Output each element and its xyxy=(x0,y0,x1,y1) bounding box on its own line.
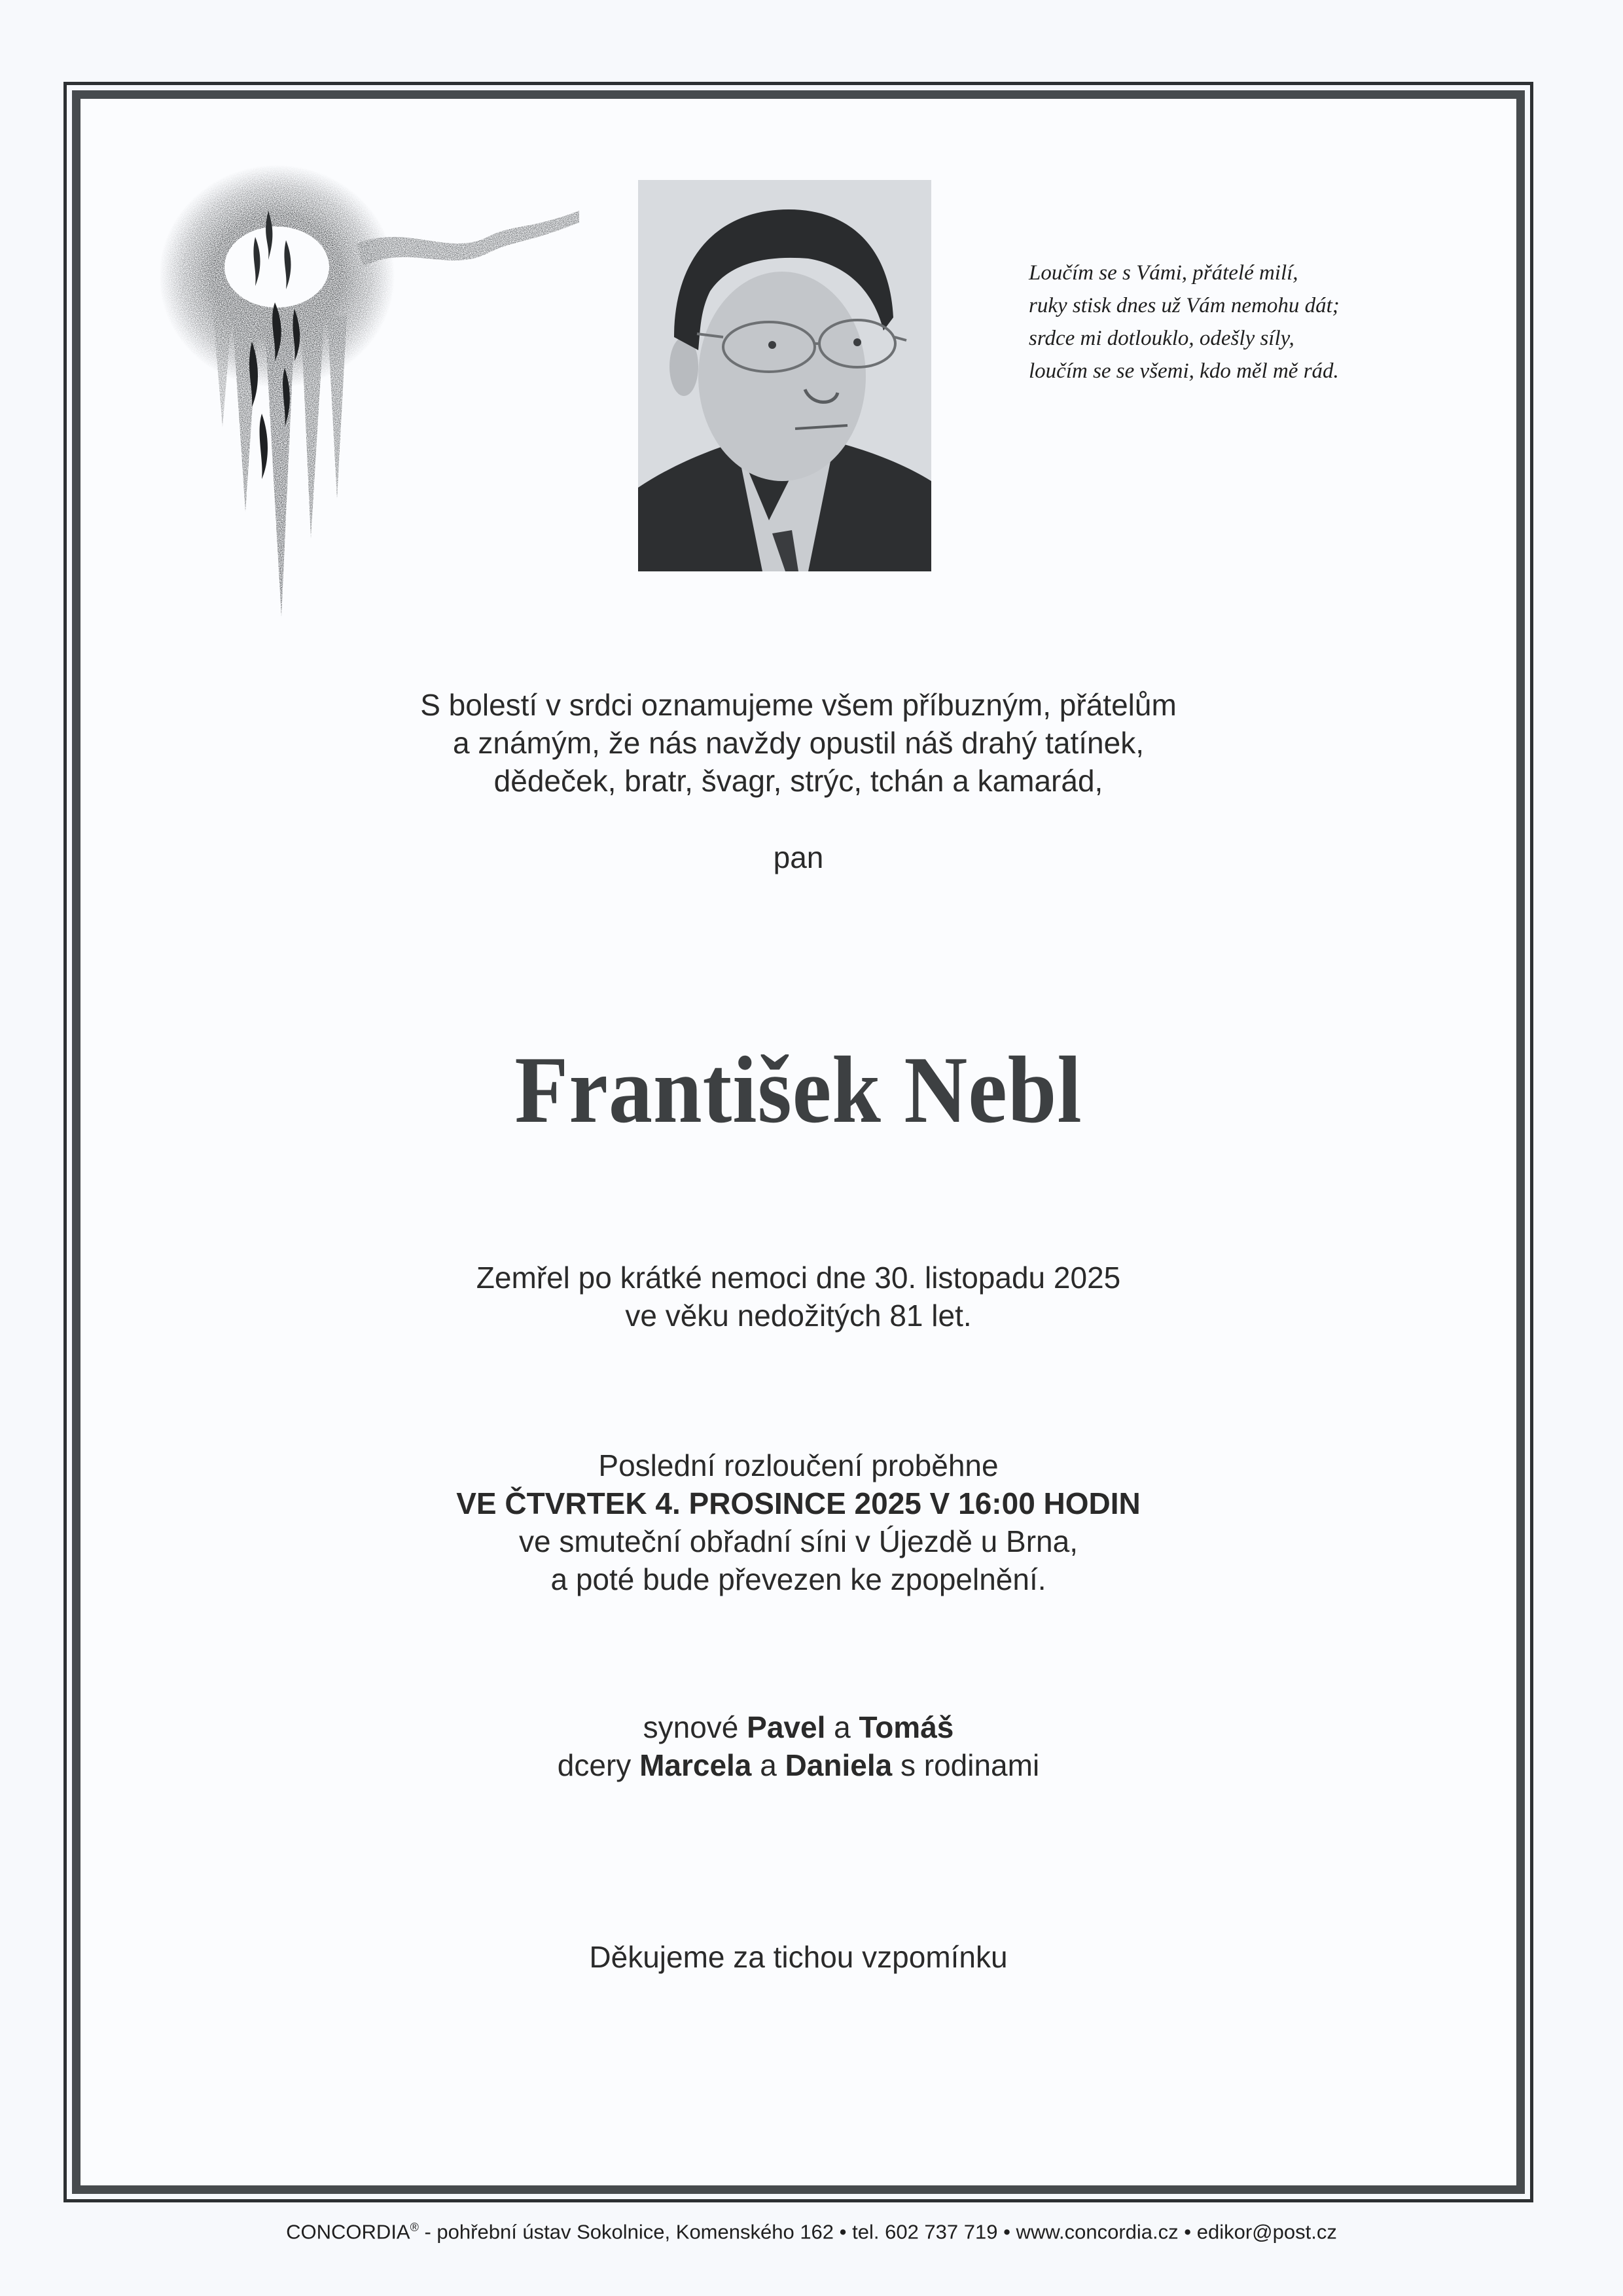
poem-line: ruky stisk dnes už Vám nemohu dát; xyxy=(1029,294,1340,317)
farewell-datetime: VE ČTVRTEK 4. PROSINCE 2025 V 16:00 HODIN xyxy=(456,1486,1141,1520)
mourners-conj: a xyxy=(760,1748,777,1782)
mourners-conj: a xyxy=(834,1710,851,1744)
poem-line: loučím se se všemi, kdo měl mě rád. xyxy=(1029,359,1339,383)
farewell-after: a poté bude převezen ke zpopelnění. xyxy=(550,1562,1046,1596)
announcement-line: a známým, že nás navždy opustil náš drahý tatínek, xyxy=(453,726,1144,760)
mourner-name: Marcela xyxy=(639,1748,752,1782)
death-info-line: Zemřel po krátké nemoci dne 30. listopadu 2025 xyxy=(476,1261,1121,1295)
footer-brand: CONCORDIA xyxy=(286,2220,410,2244)
mourner-name: Daniela xyxy=(785,1748,893,1782)
registered-mark: ® xyxy=(410,2221,419,2234)
death-info xyxy=(72,1259,1525,1335)
farewell-info xyxy=(72,1446,1525,1598)
footer-contact: - pohřební ústav Sokolnice, Komenského 162 • tel. 602 737 719 • www.concordia.cz • edikor@post.cz xyxy=(418,2220,1337,2244)
closing-thanks: Děkujeme za tichou vzpomínku xyxy=(589,1940,1008,1974)
announcement-text xyxy=(72,686,1525,800)
farewell-place: ve smuteční obřadní síni v Újezdě u Brna, xyxy=(519,1524,1078,1558)
announcement-line: S bolestí v srdci oznamujeme všem příbuzným, přátelům xyxy=(420,688,1177,722)
poem-line: srdce mi dotlouklo, odešly síly, xyxy=(1029,327,1294,350)
poem-verse xyxy=(1029,257,1461,387)
mourners-suffix: s rodinami xyxy=(900,1748,1040,1782)
portrait-photo xyxy=(638,180,931,571)
poem-line: Loučím se s Vámi, přátelé milí, xyxy=(1029,261,1298,285)
mourners-prefix: synové xyxy=(643,1710,739,1744)
mourner-name: Tomáš xyxy=(859,1710,954,1744)
mourners-sons xyxy=(72,1708,1525,1746)
mourners-prefix: dcery xyxy=(557,1748,632,1782)
mourners xyxy=(72,1708,1525,1784)
title-word: pan xyxy=(773,840,824,874)
deceased-name: František Nebl xyxy=(514,1037,1082,1143)
funeral-home-footer xyxy=(0,2214,1623,2245)
mourner-name: Pavel xyxy=(747,1710,826,1744)
announcement-line: dědeček, bratr, švagr, strýc, tchán a kamarád, xyxy=(493,764,1103,798)
death-info-line: ve věku nedožitých 81 let. xyxy=(625,1299,972,1333)
mourners-daughters xyxy=(72,1746,1525,1784)
farewell-intro: Poslední rozloučení proběhne xyxy=(598,1448,999,1482)
candle-sun-ornament-icon xyxy=(160,145,605,689)
portrait-figure xyxy=(638,180,931,571)
